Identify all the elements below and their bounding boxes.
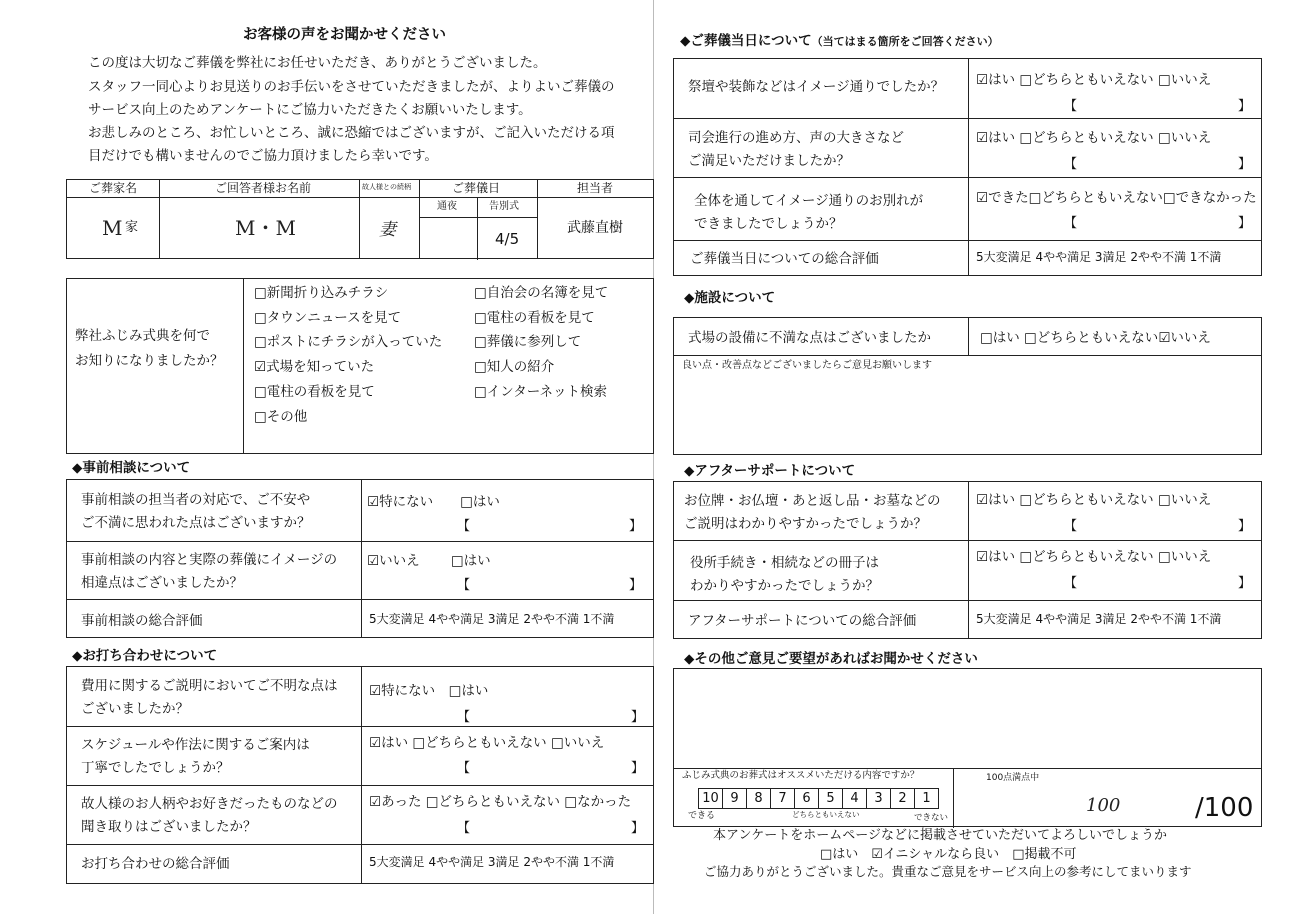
funeral-date: 4/5 [495, 230, 520, 248]
answer[interactable]: ☑あった □どちらともいえない □なかった [369, 794, 632, 810]
facility-comment: 良い点・改善点などございましたらご意見お願いします [682, 360, 932, 371]
source-box: 弊社ふじみ式典を何で お知りになりましたか？ [66, 278, 654, 454]
respondent-name: M・M [235, 216, 296, 240]
answer[interactable]: ☑いいえ □はい [367, 553, 491, 569]
family-name: M [102, 216, 123, 240]
staff-name: 武藤直樹 [567, 220, 623, 236]
section-heading: ◆ご葬儀当日について（当てはまる箇所をご回答ください） [680, 33, 999, 49]
day-table: 祭壇や装飾などはイメージ通りでしたか？ 司会進行の進め方、声の大きさなど ご満足いただけましたか？ 全体を通してイメージ通りのお別れが できましたでしょうか？ ご葬儀当日についての総合評価 ☑はい □どちらともいえない □いいえ 【 】 ☑はい □どちらともいえない □いいえ 【 】 ☑できた□どちらともいえない□できなかった 【 】 5大変満足 4やや満足 3満足 2やや不満 1不満 [673, 58, 1262, 276]
rating-scale[interactable]: 5大変満足 4やや満足 3満足 2やや不満 1不満 [369, 855, 615, 869]
answer[interactable]: ☑はい □どちらともいえない □いいえ [976, 72, 1212, 88]
source-option[interactable]: □自治会の名簿を見て [474, 285, 609, 301]
source-option[interactable]: □インターネット検索 [474, 384, 608, 400]
meeting-table: 費用に関するご説明においてご不明な点は ございましたか？ スケジュールや作法に関するご案内は 丁寧でしたでしょうか？ 故人様のお人柄やお好きだったものなどの 聞き取りはございましたか？ お打ち合わせの総合評価 ☑特にない □はい 【 】 ☑はい □どちらともいえない □いいえ 【 】 ☑あった □どちらともいえない □なかった 【 】 5大変満足 4やや満足 3満足 2やや不満 1不満 [66, 666, 654, 884]
recommend-scale[interactable]: 10 9 8 7 6 5 4 3 2 1 [698, 788, 939, 809]
after-table: お位牌・お仏壇・あと返し品・お墓などの ご説明はわかりやすかったでしょうか？ 役所手続き・相続などの冊子は わかりやすかったでしょうか？ アフターサポートについての総合評価 ☑はい □どちらともいえない □いいえ 【 】 ☑はい □どちらともいえない □いいえ 【 】 5大変満足 4やや満足 3満足 2やや不満 1不満 [673, 481, 1262, 639]
facility-table: 式場の設備に不満な点はございましたか □はい □どちらともいえない☑いいえ 良い点・改善点などございましたらご意見お願いします [673, 317, 1262, 455]
answer[interactable]: ☑はい □どちらともいえない □いいえ [976, 130, 1212, 146]
answer[interactable]: ☑はい □どちらともいえない □いいえ [976, 549, 1212, 565]
info-table: ご葬家名 ご回答者様お名前 故人様との続柄 ご葬儀日 担当者 通夜 告別式 M 家 M・M 妻 4/5 武藤直樹 [66, 179, 654, 259]
prior-table: 事前相談の担当者の対応で、ご不安や ご不満に思われた点はございますか？ 事前相談の内容と実際の葬儀にイメージの 相違点はございましたか？ 事前相談の総合評価 ☑特にない □はい 【 】 ☑いいえ □はい 【 】 5大変満足 4やや満足 3満足 2やや不満 1不満 [66, 479, 654, 638]
source-option[interactable]: □葬儀に参列して [474, 334, 582, 350]
publish-options[interactable]: □はい ☑イニシャルなら良い □掲載不可 [820, 847, 1077, 862]
section-heading: ◆事前相談について [72, 460, 191, 476]
source-option[interactable]: □ポストにチラシが入っていた [254, 334, 443, 350]
answer[interactable]: ☑はい □どちらともいえない □いいえ [976, 492, 1212, 508]
rating-scale[interactable]: 5大変満足 4やや満足 3満足 2やや不満 1不満 [976, 612, 1222, 626]
source-option[interactable]: □電柱の看板を見て [254, 384, 375, 400]
section-heading: ◆施設について [684, 290, 776, 306]
handwritten-score: 100 [1086, 795, 1121, 816]
thanks-text: ご協力ありがとうございました。貴重なご意見をサービス向上の参考にしてまいります [704, 864, 1192, 879]
section-heading: ◆お打ち合わせについて [72, 648, 218, 664]
source-option[interactable]: □その他 [254, 409, 308, 425]
answer[interactable]: □はい □どちらともいえない☑いいえ [980, 330, 1211, 346]
rating-scale[interactable]: 5大変満足 4やや満足 3満足 2やや不満 1不満 [369, 612, 615, 626]
rating-scale[interactable]: 5大変満足 4やや満足 3満足 2やや不満 1不満 [976, 250, 1222, 264]
page-title: お客様の声をお聞かせください [243, 27, 446, 43]
answer[interactable]: ☑特にない □はい [367, 494, 500, 510]
answer[interactable]: ☑はい □どちらともいえない □いいえ [369, 735, 605, 751]
section-heading: ◆その他ご意見ご要望があればお聞かせください [684, 651, 978, 667]
other-comments-box[interactable]: ふじみ式典のお葬式はオススメいただける内容ですか？ 100点満点中 100 /100 できる どちらともいえない できない [673, 668, 1262, 827]
answer[interactable]: ☑特にない □はい [369, 683, 489, 699]
source-option[interactable]: □知人の紹介 [474, 359, 555, 375]
score-max: /100 [1195, 793, 1254, 823]
relation-value: 妻 [379, 220, 396, 240]
source-option[interactable]: □新聞折り込みチラシ [254, 285, 389, 301]
section-heading: ◆アフターサポートについて [684, 463, 856, 479]
answer[interactable]: ☑できた□どちらともいえない□できなかった [976, 190, 1257, 206]
source-option[interactable]: □タウンニュースを見て [254, 310, 402, 326]
source-option[interactable]: ☑式場を知っていた [254, 359, 375, 375]
source-option[interactable]: □電柱の看板を見て [474, 310, 595, 326]
publish-question: 本アンケートをホームページなどに掲載させていただいてよろしいでしょうか [713, 828, 1167, 843]
